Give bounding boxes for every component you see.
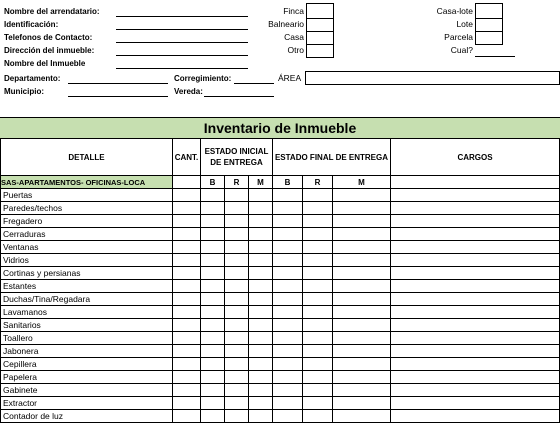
quantity-cell[interactable] [173, 345, 201, 358]
final-b-cell[interactable] [273, 319, 303, 332]
charges-cell[interactable] [391, 202, 560, 215]
initial-m-cell[interactable] [249, 306, 273, 319]
final-r-cell[interactable] [303, 332, 333, 345]
final-m-cell[interactable] [333, 332, 391, 345]
final-m-cell[interactable] [333, 410, 391, 423]
initial-m-cell[interactable] [249, 358, 273, 371]
balneario-checkbox[interactable] [306, 18, 334, 32]
item-name: Ventanas [1, 241, 173, 254]
item-name: Cortinas y persianas [1, 267, 173, 280]
quantity-cell[interactable] [173, 254, 201, 267]
final-b-cell[interactable] [273, 280, 303, 293]
initial-b-cell[interactable] [201, 267, 225, 280]
final-m-cell[interactable] [333, 254, 391, 267]
final-r-cell[interactable] [303, 306, 333, 319]
table-row [1, 319, 560, 332]
charges-cell[interactable] [391, 241, 560, 254]
charges-cell[interactable] [391, 410, 560, 423]
item-name: Puertas [1, 189, 173, 202]
category-label: SAS-APARTAMENTOS- OFICINAS-LOCA [1, 176, 173, 189]
identification-field[interactable] [116, 29, 248, 30]
final-b-cell[interactable] [273, 228, 303, 241]
final-b-cell[interactable] [273, 371, 303, 384]
final-b-cell[interactable] [273, 267, 303, 280]
detalle-header: DETALLE [1, 139, 173, 176]
charges-cell[interactable] [391, 280, 560, 293]
final-m-cell[interactable] [333, 280, 391, 293]
table-row [1, 384, 560, 397]
charges-cell[interactable] [391, 319, 560, 332]
final-m-cell[interactable] [333, 397, 391, 410]
item-name: Extractor [1, 397, 173, 410]
initial-b-cell[interactable] [201, 293, 225, 306]
area-label: ÁREA [278, 73, 302, 83]
quantity-cell[interactable] [173, 267, 201, 280]
initial-m-cell[interactable] [249, 319, 273, 332]
initial-b-cell[interactable] [201, 358, 225, 371]
balneario-label: Balneario [268, 19, 304, 29]
initial-b-cell[interactable] [201, 332, 225, 345]
final-grade-m: M [333, 176, 391, 189]
cant-header: CANT. [173, 139, 201, 176]
final-m-cell[interactable] [333, 215, 391, 228]
phone-field[interactable] [116, 42, 248, 43]
initial-grade-b: B [201, 176, 225, 189]
quantity-cell[interactable] [173, 410, 201, 423]
initial-b-cell[interactable] [201, 189, 225, 202]
final-b-cell[interactable] [273, 358, 303, 371]
final-r-cell[interactable] [303, 358, 333, 371]
lote-label: Lote [456, 19, 473, 29]
final-b-cell[interactable] [273, 397, 303, 410]
initial-r-cell[interactable] [225, 189, 249, 202]
table-row [1, 254, 560, 267]
initial-r-cell[interactable] [225, 202, 249, 215]
cual-label: Cual? [450, 45, 473, 55]
initial-b-cell[interactable] [201, 345, 225, 358]
quantity-cell[interactable] [173, 202, 201, 215]
finca-label: Finca [283, 6, 304, 16]
quantity-cell[interactable] [173, 397, 201, 410]
charges-cell[interactable] [391, 228, 560, 241]
final-b-cell[interactable] [273, 384, 303, 397]
initial-b-cell[interactable] [201, 410, 225, 423]
quantity-cell[interactable] [173, 241, 201, 254]
initial-b-cell[interactable] [201, 202, 225, 215]
quantity-cell[interactable] [173, 332, 201, 345]
final-r-cell[interactable] [303, 189, 333, 202]
final-m-cell[interactable] [333, 319, 391, 332]
otro-checkbox[interactable] [306, 44, 334, 58]
final-r-cell[interactable] [303, 384, 333, 397]
final-b-cell[interactable] [273, 215, 303, 228]
final-r-cell[interactable] [303, 345, 333, 358]
final-b-cell[interactable] [273, 293, 303, 306]
initial-r-cell[interactable] [225, 332, 249, 345]
charges-cell[interactable] [391, 345, 560, 358]
final-m-cell[interactable] [333, 228, 391, 241]
table-row [1, 306, 560, 319]
corregimiento-label: Corregimiento: [174, 74, 232, 83]
initial-b-cell[interactable] [201, 241, 225, 254]
initial-b-cell[interactable] [201, 215, 225, 228]
initial-b-cell[interactable] [201, 384, 225, 397]
initial-b-cell[interactable] [201, 397, 225, 410]
table-row [1, 293, 560, 306]
final-r-cell[interactable] [303, 267, 333, 280]
initial-m-cell[interactable] [249, 345, 273, 358]
municipio-label: Municipio: [4, 87, 44, 96]
table-row [1, 410, 560, 423]
initial-m-cell[interactable] [249, 280, 273, 293]
final-b-cell[interactable] [273, 332, 303, 345]
final-r-cell[interactable] [303, 228, 333, 241]
charges-cell[interactable] [391, 332, 560, 345]
casa-checkbox[interactable] [306, 31, 334, 45]
tenant-name-field[interactable] [116, 16, 248, 17]
grade-header-row [1, 176, 560, 189]
inventory-title: Inventario de Inmueble [0, 117, 560, 139]
final-r-cell[interactable] [303, 371, 333, 384]
table-row [1, 215, 560, 228]
item-name: Fregadero [1, 215, 173, 228]
final-m-cell[interactable] [333, 202, 391, 215]
tenant-name-label: Nombre del arrendatario: [4, 7, 100, 16]
final-b-cell[interactable] [273, 241, 303, 254]
vereda-label: Vereda: [174, 87, 203, 96]
initial-m-cell[interactable] [249, 241, 273, 254]
area-field[interactable] [305, 71, 560, 85]
lote-checkbox[interactable] [475, 18, 503, 32]
initial-r-cell[interactable] [225, 345, 249, 358]
table-row [1, 228, 560, 241]
initial-r-cell[interactable] [225, 371, 249, 384]
initial-r-cell[interactable] [225, 319, 249, 332]
final-b-cell[interactable] [273, 202, 303, 215]
final-r-cell[interactable] [303, 319, 333, 332]
initial-m-cell[interactable] [249, 215, 273, 228]
final-m-cell[interactable] [333, 267, 391, 280]
initial-r-cell[interactable] [225, 228, 249, 241]
cant-subheader [173, 176, 201, 189]
final-grade-b: B [273, 176, 303, 189]
otro-label: Otro [287, 45, 304, 55]
casa-lote-checkbox[interactable] [475, 3, 503, 19]
final-m-cell[interactable] [333, 293, 391, 306]
table-row [1, 397, 560, 410]
item-name: Cepillera [1, 358, 173, 371]
final-r-cell[interactable] [303, 254, 333, 267]
charges-cell[interactable] [391, 306, 560, 319]
initial-r-cell[interactable] [225, 358, 249, 371]
final-r-cell[interactable] [303, 202, 333, 215]
initial-r-cell[interactable] [225, 254, 249, 267]
initial-r-cell[interactable] [225, 397, 249, 410]
charges-cell[interactable] [391, 189, 560, 202]
charges-cell[interactable] [391, 358, 560, 371]
initial-r-cell[interactable] [225, 410, 249, 423]
item-name: Vidrios [1, 254, 173, 267]
initial-b-cell[interactable] [201, 306, 225, 319]
estado-inicial-header: ESTADO INICIAL DE ENTREGA [201, 139, 273, 176]
quantity-cell[interactable] [173, 215, 201, 228]
initial-r-cell[interactable] [225, 306, 249, 319]
initial-b-cell[interactable] [201, 228, 225, 241]
final-r-cell[interactable] [303, 215, 333, 228]
table-row [1, 280, 560, 293]
initial-m-cell[interactable] [249, 332, 273, 345]
item-name: Cerraduras [1, 228, 173, 241]
final-r-cell[interactable] [303, 293, 333, 306]
item-name: Contador de luz [1, 410, 173, 423]
cual-field[interactable] [475, 56, 515, 57]
quantity-cell[interactable] [173, 371, 201, 384]
initial-b-cell[interactable] [201, 371, 225, 384]
item-name: Jabonera [1, 345, 173, 358]
quantity-cell[interactable] [173, 293, 201, 306]
charges-cell[interactable] [391, 215, 560, 228]
parcela-label: Parcela [444, 32, 473, 42]
initial-m-cell[interactable] [249, 293, 273, 306]
cargos-subheader [391, 176, 560, 189]
vereda-field[interactable] [204, 96, 274, 97]
table-row [1, 267, 560, 280]
initial-b-cell[interactable] [201, 280, 225, 293]
parcela-checkbox[interactable] [475, 31, 503, 45]
final-m-cell[interactable] [333, 306, 391, 319]
initial-m-cell[interactable] [249, 397, 273, 410]
charges-cell[interactable] [391, 293, 560, 306]
casa-lote-label: Casa-lote [436, 6, 473, 16]
corregimiento-field[interactable] [234, 83, 274, 84]
initial-m-cell[interactable] [249, 384, 273, 397]
item-name: Paredes/techos [1, 202, 173, 215]
item-name: Sanitarios [1, 319, 173, 332]
initial-b-cell[interactable] [201, 254, 225, 267]
initial-r-cell[interactable] [225, 215, 249, 228]
charges-cell[interactable] [391, 371, 560, 384]
final-b-cell[interactable] [273, 254, 303, 267]
departamento-label: Departamento: [4, 74, 61, 83]
final-b-cell[interactable] [273, 410, 303, 423]
item-name: Lavamanos [1, 306, 173, 319]
charges-cell[interactable] [391, 397, 560, 410]
table-row [1, 189, 560, 202]
table-header-row [1, 139, 560, 176]
initial-m-cell[interactable] [249, 410, 273, 423]
final-r-cell[interactable] [303, 241, 333, 254]
initial-m-cell[interactable] [249, 189, 273, 202]
item-name: Toallero [1, 332, 173, 345]
final-m-cell[interactable] [333, 384, 391, 397]
final-grade-r: R [303, 176, 333, 189]
property-name-field[interactable] [116, 68, 248, 69]
initial-r-cell[interactable] [225, 241, 249, 254]
final-m-cell[interactable] [333, 358, 391, 371]
item-name: Gabinete [1, 384, 173, 397]
initial-r-cell[interactable] [225, 267, 249, 280]
final-m-cell[interactable] [333, 371, 391, 384]
table-row [1, 241, 560, 254]
initial-m-cell[interactable] [249, 267, 273, 280]
item-name: Papelera [1, 371, 173, 384]
municipio-field[interactable] [68, 96, 168, 97]
property-name-label: Nombre del Inmueble [4, 59, 86, 68]
quantity-cell[interactable] [173, 358, 201, 371]
casa-label: Casa [284, 32, 304, 42]
identification-label: Identificación: [4, 20, 59, 29]
quantity-cell[interactable] [173, 228, 201, 241]
final-b-cell[interactable] [273, 345, 303, 358]
final-r-cell[interactable] [303, 397, 333, 410]
charges-cell[interactable] [391, 267, 560, 280]
quantity-cell[interactable] [173, 306, 201, 319]
estado-final-header: ESTADO FINAL DE ENTREGA [273, 139, 391, 176]
item-name: Estantes [1, 280, 173, 293]
initial-m-cell[interactable] [249, 254, 273, 267]
final-m-cell[interactable] [333, 189, 391, 202]
initial-r-cell[interactable] [225, 384, 249, 397]
initial-m-cell[interactable] [249, 371, 273, 384]
item-name: Duchas/Tina/Regadara [1, 293, 173, 306]
phone-label: Telefonos de Contacto: [4, 33, 93, 42]
finca-checkbox[interactable] [306, 3, 334, 19]
final-m-cell[interactable] [333, 345, 391, 358]
initial-r-cell[interactable] [225, 293, 249, 306]
initial-grade-m: M [249, 176, 273, 189]
final-m-cell[interactable] [333, 241, 391, 254]
initial-r-cell[interactable] [225, 280, 249, 293]
address-field[interactable] [116, 55, 248, 56]
departamento-field[interactable] [68, 83, 168, 84]
table-row [1, 202, 560, 215]
address-label: Dirección del inmueble: [4, 46, 95, 55]
quantity-cell[interactable] [173, 189, 201, 202]
quantity-cell[interactable] [173, 384, 201, 397]
table-row [1, 371, 560, 384]
quantity-cell[interactable] [173, 280, 201, 293]
charges-cell[interactable] [391, 384, 560, 397]
initial-m-cell[interactable] [249, 228, 273, 241]
final-b-cell[interactable] [273, 189, 303, 202]
initial-b-cell[interactable] [201, 319, 225, 332]
initial-grade-r: R [225, 176, 249, 189]
quantity-cell[interactable] [173, 319, 201, 332]
table-row [1, 345, 560, 358]
cargos-header: CARGOS [391, 139, 560, 176]
final-r-cell[interactable] [303, 280, 333, 293]
final-r-cell[interactable] [303, 410, 333, 423]
inventory-table [0, 138, 560, 423]
initial-m-cell[interactable] [249, 202, 273, 215]
charges-cell[interactable] [391, 254, 560, 267]
table-row [1, 332, 560, 345]
table-row [1, 358, 560, 371]
final-b-cell[interactable] [273, 306, 303, 319]
